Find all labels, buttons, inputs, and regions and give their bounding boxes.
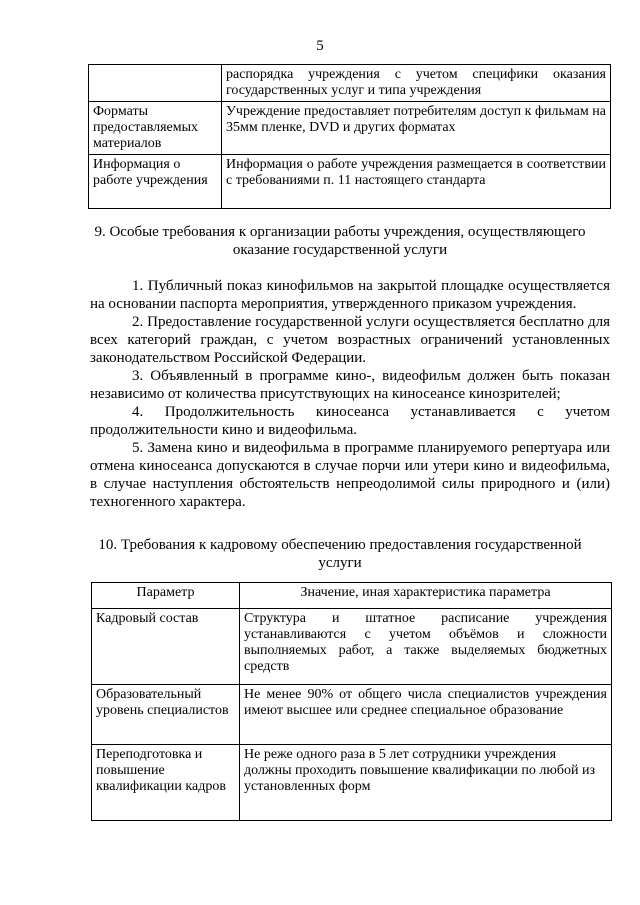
- table-row: [92, 745, 612, 821]
- param-cell: Форматы предоставляемых материалов: [89, 102, 222, 155]
- section-9-body: [90, 277, 610, 511]
- param-cell: [89, 65, 222, 102]
- value-cell: Не реже одного раза в 5 лет сотрудники учреждения должны проходить повышение квалификации по любой из установленных форм: [240, 745, 612, 821]
- section-9-heading: 9. Особые требования к организации работы учреждения, осуществляющего оказание государственной услуги: [94, 224, 586, 258]
- page-number: 5: [316, 38, 324, 54]
- table-row: [89, 155, 611, 209]
- table-row: [92, 685, 612, 745]
- table-row: [89, 65, 611, 102]
- table-row: [92, 609, 612, 685]
- value-cell: Структура и штатное расписание учреждения устанавливаются с учетом объёмов и сложности выполняемых работ, а также выделяемых бюджетных средств: [240, 609, 612, 685]
- header-cell: Параметр: [92, 583, 240, 609]
- value-cell: Учреждение предоставляет потребителям доступ к фильмам на 35мм пленке, DVD и других форматах: [222, 102, 611, 155]
- paragraph: 1. Публичный показ кинофильмов на закрытой площадке осуществляется на основании паспорта мероприятия, утвержденного приказом учреждения.: [90, 278, 610, 312]
- paragraph: 4. Продолжительность киносеанса устанавливается с учетом продолжительности кино и видеофильма.: [90, 404, 610, 438]
- table-staffing: [91, 582, 612, 821]
- paragraph: 5. Замена кино и видеофильма в программе планируемого репертуара или отмена киносеанса допускаются в случае порчи или утери кино и видеофильма, в случае наступления обстоятельств непреодолимой силы природного и (или) техногенного характера.: [90, 440, 610, 510]
- table-row: [89, 102, 611, 155]
- section-10-heading: 10. Требования к кадровому обеспечению предоставления государственной услуги: [98, 537, 582, 571]
- table-header-row: [92, 583, 612, 609]
- param-cell: Информация о работе учреждения: [89, 155, 222, 209]
- param-cell: Кадровый состав: [92, 609, 240, 685]
- paragraph: 2. Предоставление государственной услуги осуществляется бесплатно для всех категорий граждан, с учетом возрастных ограничений установленных законодательством Российской Федерации.: [90, 314, 610, 366]
- header-cell: Значение, иная характеристика параметра: [240, 583, 612, 609]
- value-cell: Не менее 90% от общего числа специалистов учреждения имеют высшее или среднее специальное образование: [240, 685, 612, 745]
- param-cell: Образовательный уровень специалистов: [92, 685, 240, 745]
- value-cell: распорядка учреждения с учетом специфики оказания государственных услуг и типа учреждения: [222, 65, 611, 102]
- paragraph: 3. Объявленный в программе кино-, видеофильм должен быть показан независимо от количества присутствующих на киносеансе кинозрителей;: [90, 368, 610, 402]
- param-cell: Переподготовка и повышение квалификации кадров: [92, 745, 240, 821]
- value-cell: Информация о работе учреждения размещается в соответствии с требованиями п. 11 настоящего стандарта: [222, 155, 611, 209]
- table-service-info: [88, 64, 611, 209]
